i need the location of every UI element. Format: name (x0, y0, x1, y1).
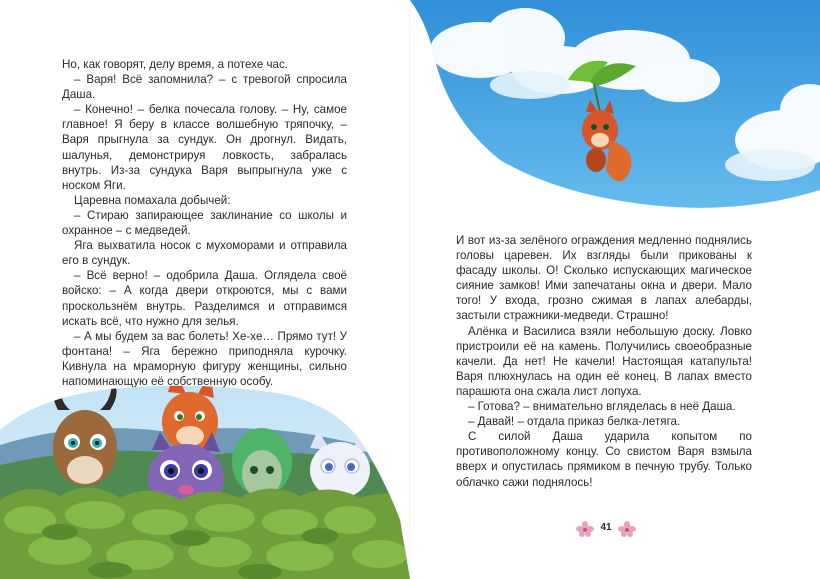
left-paragraph: – Конечно! – белка почесала голову. – Ну, самое главное! Я беру в классе волшебную тряпочку, – Варя прыгнула за сундук. Он дрогнул. Видать, шалунья, демонстрируя ловкость, забралась внутрь. Из-за сундука Варя выпрыгнула уже с носком Яги. (62, 103, 347, 192)
flower-right-icon (618, 521, 636, 537)
characters-in-bushes-illustration (0, 370, 410, 579)
right-paragraph: Алёнка и Василиса взяли небольшую доску. Ловко пристроили её на камень. Получились своеобразные качели. Да нет! Не качели! Настоящая катапульта! Варя плюхнулась на один её конец. В лапах вместо парашюта она сжала лист лопуха. (456, 324, 752, 398)
right-paragraph: С силой Даша ударила копытом по противоположному концу. Со свистом Варя взмыла вверх и опустилась прямиком в печную трубу. Только облачко сажи поднялось! (456, 430, 752, 489)
book-spine (409, 0, 411, 579)
page-number: 41 (600, 522, 612, 533)
left-paragraph: Но, как говорят, делу время, а потехе час. (62, 58, 289, 71)
right-page-text (456, 233, 752, 490)
right-paragraph: И вот из-за зелёного ограждения медленно поднялись головы царевен. Их взгляды были прикованы к фасаду школы. О! Сколько испускающих магическое сияние замков! Ими запечатаны окна и двери. Мало того! У входа, грозно сжимая в лапах алебарды, застыли стражники-медведи. Страшно! (456, 234, 752, 323)
left-paragraph: – А мы будем за вас болеть! Хе-хе… Прямо тут! У фонтана! – Яга бережно приподняла курочку. Кивнула на мраморную фигуру женщины, сильно напоминающую её собственную особу. (62, 329, 347, 388)
right-paragraph: – Готова? – внимательно вгляделась в неё Даша. (468, 400, 736, 414)
left-paragraph: – Варя! Всё запомнила? – с тревогой спросила Даша. (62, 73, 347, 102)
left-paragraph: – Стираю запирающее заклинание со школы и охранное – с медведей. (62, 208, 347, 238)
sky-squirrel-illustration (410, 0, 820, 230)
right-page (410, 0, 820, 579)
left-paragraph: – Всё верно! – одобрила Даша. Оглядела своё войско: – А когда двери откроются, мы с вами проскользнём внутрь. Разделимся и отправимся искать всё, что нужно для зелья. (62, 269, 347, 328)
left-page-text (62, 57, 347, 389)
page-number-ornament (576, 519, 636, 539)
right-paragraph: – Давай! – отдала приказ белка-летяга. (468, 415, 681, 429)
left-paragraph: Яга выхватила носок с мухоморами и отправила его в сундук. (62, 239, 347, 268)
left-paragraph: Царевна помахала добычей: (74, 193, 231, 207)
flower-left-icon (576, 521, 594, 537)
